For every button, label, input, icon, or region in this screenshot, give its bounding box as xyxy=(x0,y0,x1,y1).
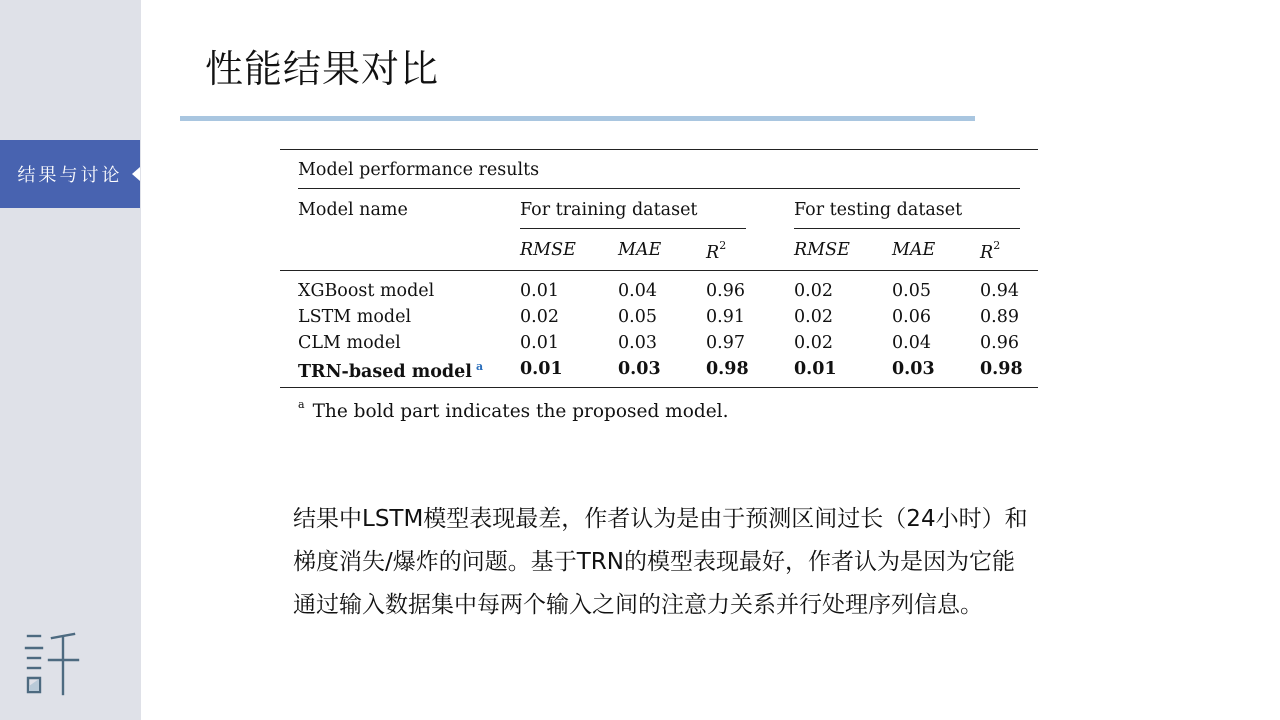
table-cell: 0.03 xyxy=(618,359,661,379)
sidebar xyxy=(0,0,141,720)
table-cell: 0.02 xyxy=(794,307,833,327)
conclusion-paragraph xyxy=(293,498,1083,627)
test-r2-header: $R^2$ xyxy=(980,239,1001,263)
section-tab[interactable] xyxy=(0,140,140,208)
table-cell: 0.98 xyxy=(980,359,1023,379)
table-cell: 0.05 xyxy=(618,307,657,327)
train-r2-header: $R^2$ xyxy=(706,239,727,263)
table-cell: 0.05 xyxy=(892,281,931,301)
table-cell: 0.02 xyxy=(520,307,559,327)
testing-group-rule xyxy=(794,228,1020,229)
table-row-name: TRN-based model $^a$ xyxy=(298,360,484,382)
table-cell: 0.01 xyxy=(794,359,837,379)
paragraph-line: 梯度消失/爆炸的问题。基于TRN的模型表现最好，作者认为是因为它能 xyxy=(293,549,1015,575)
testing-group-header: For testing dataset xyxy=(794,200,963,220)
table-caption: Model performance results xyxy=(298,160,540,180)
paragraph-line: 通过输入数据集中每两个输入之间的注意力关系并行处理序列信息。 xyxy=(293,592,983,618)
table-row-name: XGBoost model xyxy=(298,281,435,301)
table-cell: 0.02 xyxy=(794,281,833,301)
table-cell: 0.01 xyxy=(520,333,559,353)
section-tab-label: 结果与讨论 xyxy=(17,165,123,186)
model-name-header: Model name xyxy=(298,200,408,220)
table-cell: 0.89 xyxy=(980,307,1019,327)
table-cell: 0.97 xyxy=(706,333,745,353)
table-cell: 0.01 xyxy=(520,281,559,301)
caption-rule xyxy=(298,188,1020,189)
table-bottom-rule xyxy=(280,387,1038,388)
table-cell: 0.98 xyxy=(706,359,749,379)
table-row-name: LSTM model xyxy=(298,307,412,327)
table-cell: 0.03 xyxy=(892,359,935,379)
train-rmse-header: RMSE xyxy=(520,240,576,260)
table-cell: 0.02 xyxy=(794,333,833,353)
training-group-header: For training dataset xyxy=(520,200,698,220)
table-cell: 0.03 xyxy=(618,333,657,353)
tab-pointer-icon xyxy=(132,167,140,181)
table-top-rule xyxy=(280,149,1038,150)
logo xyxy=(22,632,82,698)
table-footnote: $^a$ The bold part indicates the proposed model. xyxy=(298,398,729,421)
table-cell: 0.04 xyxy=(892,333,931,353)
page-title: 性能结果对比 xyxy=(205,47,440,91)
footnote-marker: a xyxy=(475,360,484,373)
title-divider xyxy=(180,116,975,121)
test-mae-header: MAE xyxy=(892,240,936,260)
table-cell: 0.06 xyxy=(892,307,931,327)
table-cell: 0.94 xyxy=(980,281,1019,301)
training-group-rule xyxy=(520,228,746,229)
table-cell: 0.96 xyxy=(706,281,745,301)
table-row-name: CLM model xyxy=(298,333,401,353)
test-rmse-header: RMSE xyxy=(794,240,850,260)
paragraph-line: 结果中LSTM模型表现最差，作者认为是由于预测区间过长（24小时）和 xyxy=(293,506,1028,532)
table-cell: 0.01 xyxy=(520,359,563,379)
header-bottom-rule xyxy=(280,270,1038,271)
table-cell: 0.91 xyxy=(706,307,745,327)
train-mae-header: MAE xyxy=(618,240,662,260)
table-cell: 0.96 xyxy=(980,333,1019,353)
table-cell: 0.04 xyxy=(618,281,657,301)
results-table xyxy=(280,149,1039,421)
